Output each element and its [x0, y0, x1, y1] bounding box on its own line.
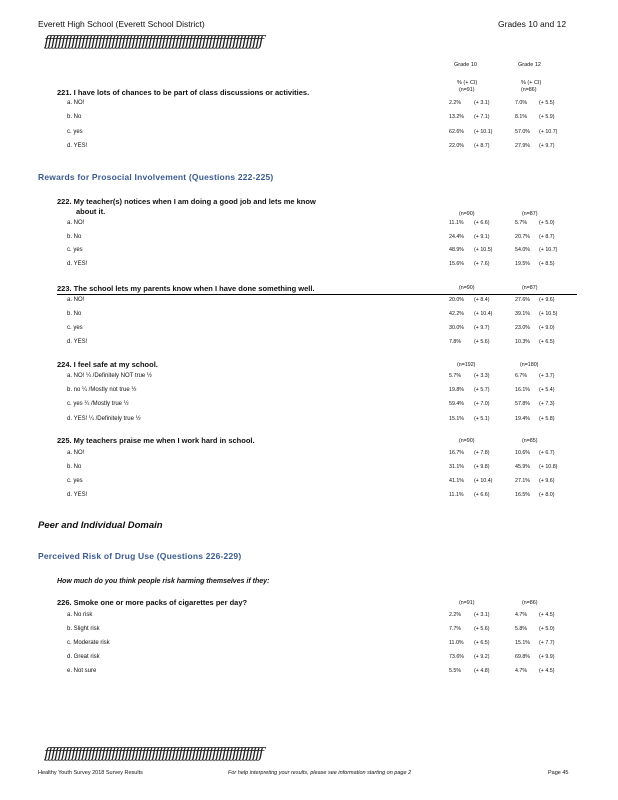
q222-title: 222. My teacher(s) notices when I am doing a good job and lets me know: [57, 197, 316, 206]
q224-grade12-ci: (+ 5.8): [539, 415, 555, 422]
q221-grade10-percent: 22.0%: [449, 142, 465, 149]
q221-grade10-percent: 13.2%: [449, 114, 465, 121]
q226-grade12-percent: 69.8%: [515, 654, 531, 660]
q223-n12: (n=87): [522, 285, 538, 291]
q223-grade12-ci: (+ 10.5): [539, 311, 558, 317]
q223-grade12-percent: 27.6%: [515, 297, 531, 303]
q224-grade12-percent: 6.7%: [515, 373, 528, 379]
q224-option-label: c. yes ¼ /Mostly true ½: [67, 401, 129, 408]
q225-grade12-percent: 10.6%: [515, 450, 531, 456]
q224-grade10-percent: 59.4%: [449, 401, 465, 408]
q222-grade10-percent: 15.6%: [449, 261, 465, 268]
q225-grade12-ci: (+ 10.8): [539, 464, 558, 470]
q225-n10: (n=90): [459, 438, 475, 444]
q226-grade12-ci: (+ 9.9): [539, 654, 555, 660]
q226-n10: (n=91): [459, 600, 475, 606]
q225-grade10-percent: 11.1%: [449, 492, 464, 498]
q224-grade12-ci: (+ 7.3): [539, 401, 555, 408]
q221-grade12-ci: (+ 5.5): [539, 100, 555, 106]
q222-grade10-percent: 24.4%: [449, 233, 465, 240]
q225-grade12-ci: (+ 9.6): [539, 478, 555, 484]
grade12-heading: Grade 12: [518, 62, 541, 68]
q223-grade10-percent: 20.0%: [449, 297, 465, 303]
q223-grade10-ci: (+ 8.4): [474, 297, 490, 303]
q222-n12: (n=87): [522, 211, 538, 217]
q223-n10: (n=90): [459, 285, 475, 291]
q224-grade12-ci: (+ 3.7): [539, 373, 555, 379]
q221-grade12-ci: (+ 10.7): [539, 128, 558, 135]
q222-option-label: c. yes: [67, 247, 83, 254]
q221-grade12-percent: 7.0%: [515, 100, 528, 106]
q222-grade12-ci: (+ 10.7): [539, 247, 558, 254]
q225-grade10-percent: 41.1%: [449, 478, 465, 484]
q225-grade12-ci: (+ 8.0): [539, 492, 555, 498]
q223-grade12-ci: (+ 6.5): [539, 339, 555, 345]
q226-grade12-ci: (+ 4.5): [539, 612, 555, 618]
q223-option-label: b. No: [67, 311, 82, 317]
q225-grade10-ci: (+ 6.6): [474, 492, 490, 498]
q222-grade10-percent: 48.9%: [449, 247, 465, 254]
q224-option-label: a. NO! ¼ /Definitely NOT true ½: [67, 373, 152, 379]
q221-n10: (n=91): [459, 87, 475, 93]
q223-grade10-ci: (+ 10.4): [474, 311, 493, 317]
q223-grade12-percent: 39.1%: [515, 311, 531, 317]
q221-grade12-percent: 57.0%: [515, 128, 531, 135]
q222-option-label: b. No: [67, 233, 82, 240]
q221-grade10-percent: 2.2%: [449, 100, 462, 106]
q221-grade10-ci: (+ 8.7): [474, 142, 490, 149]
school-name: Everett High School (Everett School District): [38, 19, 205, 29]
q226-grade10-ci: (+ 9.2): [474, 654, 490, 660]
q221-option-label: c. yes: [67, 128, 83, 135]
q223-grade10-percent: 7.8%: [449, 339, 462, 345]
q225-grade10-ci: (+ 10.4): [474, 478, 493, 484]
footer-help-link[interactable]: For help interpreting your results, please see information starting on page 2: [228, 770, 412, 776]
footer-report-title: Healthy Youth Survey 2018 Survey Results: [38, 770, 143, 776]
q225-grade12-ci: (+ 6.7): [539, 450, 555, 456]
q224-grade12-ci: (+ 5.4): [539, 387, 555, 394]
q224-grade12-percent: 16.1%: [515, 387, 531, 394]
q224-grade10-percent: 5.7%: [449, 373, 462, 379]
q225-grade10-percent: 31.1%: [449, 464, 465, 470]
q223-grade12-percent: 10.3%: [515, 339, 531, 345]
q224-n10: (n=192): [457, 362, 476, 368]
q226-grade10-ci: (+ 3.1): [474, 612, 490, 618]
q224-option-label: b. no ¼ /Mostly not true ½: [67, 387, 137, 394]
domain-heading: Peer and Individual Domain: [38, 520, 163, 531]
q226-grade10-percent: 2.2%: [449, 612, 462, 618]
section-rewards-heading: Rewards for Prosocial Involvement (Questions 222-225): [38, 172, 274, 182]
grade10-heading: Grade 10: [454, 62, 477, 68]
q226-grade10-ci: (+ 4.8): [474, 668, 490, 674]
q226-grade10-ci: (+ 6.5): [474, 640, 490, 646]
q221-grade10-ci: (+ 10.1): [474, 128, 493, 135]
q222-grade12-percent: 20.7%: [515, 233, 531, 240]
q226-n12: (n=86): [522, 600, 538, 606]
q225-option-label: c. yes: [67, 478, 83, 484]
q224-grade10-percent: 19.8%: [449, 387, 465, 394]
q221-grade12-ci: (+ 5.9): [539, 114, 555, 121]
q222-grade10-ci: (+ 9.1): [474, 233, 490, 240]
q224-n12: (n=180): [520, 362, 539, 368]
q226-option-label: c. Moderate risk: [67, 640, 110, 646]
q221-option-label: d. YES!: [67, 142, 88, 149]
q226-grade10-percent: 73.6%: [449, 654, 465, 660]
q225-option-label: d. YES!: [67, 492, 88, 498]
q226-grade10-ci: (+ 5.6): [474, 626, 490, 632]
q224-grade10-ci: (+ 3.3): [474, 373, 490, 379]
q222-grade10-ci: (+ 6.6): [474, 220, 490, 226]
q224-option-label: d. YES! ¼ /Definitely true ½: [67, 415, 141, 422]
q222-grade12-ci: (+ 8.5): [539, 261, 555, 268]
q226-grade12-percent: 5.8%: [515, 626, 528, 632]
q222-grade10-percent: 11.1%: [449, 220, 464, 226]
header-divider: ƒƒƒƒƒƒƒƒƒƒƒƒƒƒƒƒƒƒƒƒƒƒƒƒƒƒƒƒƒƒƒƒƒƒƒƒƒƒƒƒƒƒƒƒƒƒƒƒƒƒƒƒƒƒƒƒƒƒƒƒƒƒƒƒƒ: [44, 34, 262, 49]
footer-divider: ƒƒƒƒƒƒƒƒƒƒƒƒƒƒƒƒƒƒƒƒƒƒƒƒƒƒƒƒƒƒƒƒƒƒƒƒƒƒƒƒƒƒƒƒƒƒƒƒƒƒƒƒƒƒƒƒƒƒƒƒƒƒƒƒƒ: [44, 746, 262, 761]
q226-grade10-percent: 11.0%: [449, 640, 464, 646]
q222-option-label: a. NO!: [67, 220, 85, 226]
grade10-ci-heading: % (+ CI): [457, 80, 478, 86]
q226-grade12-percent: 4.7%: [515, 668, 528, 674]
q223-option-label: c. yes: [67, 325, 83, 331]
q221-grade12-percent: 27.9%: [515, 142, 531, 149]
q223-rule: [57, 294, 577, 295]
q221-title: 221. I have lots of chances to be part of class discussions or activities.: [57, 88, 310, 97]
q225-grade12-percent: 16.5%: [515, 492, 531, 498]
q221-grade10-ci: (+ 3.1): [474, 100, 490, 106]
q225-n12: (n=85): [522, 438, 538, 444]
q224-grade12-percent: 57.8%: [515, 401, 531, 408]
q226-option-label: a. No risk: [67, 612, 93, 618]
q223-grade12-ci: (+ 9.0): [539, 325, 555, 331]
q224-grade10-ci: (+ 7.0): [474, 401, 490, 408]
q224-grade10-ci: (+ 5.7): [474, 387, 490, 394]
q225-grade12-percent: 27.1%: [515, 478, 531, 484]
q222-option-label: d. YES!: [67, 261, 88, 268]
q221-grade12-ci: (+ 9.7): [539, 142, 555, 149]
q226-grade12-ci: (+ 7.7): [539, 640, 555, 646]
q221-grade10-ci: (+ 7.1): [474, 114, 490, 121]
q222-grade10-ci: (+ 10.5): [474, 247, 493, 254]
q225-option-label: a. NO!: [67, 450, 85, 456]
q222-title-cont: about it.: [76, 207, 106, 216]
q222-grade12-ci: (+ 8.7): [539, 233, 555, 240]
footer-page-number: Page 45: [548, 770, 569, 776]
q223-grade12-percent: 23.0%: [515, 325, 531, 331]
q225-grade10-percent: 16.7%: [449, 450, 465, 456]
q223-grade10-percent: 42.2%: [449, 311, 465, 317]
q226-grade10-percent: 7.7%: [449, 626, 462, 632]
q223-grade10-ci: (+ 5.6): [474, 339, 490, 345]
q222-grade12-percent: 19.5%: [515, 261, 531, 268]
q226-option-label: b. Slight risk: [67, 626, 100, 632]
q223-grade10-ci: (+ 9.7): [474, 325, 490, 331]
grade12-ci-heading: % (+ CI): [521, 80, 542, 86]
q221-grade12-percent: 8.1%: [515, 114, 528, 121]
q221-option-label: b. No: [67, 114, 82, 121]
q223-title: 223. The school lets my parents know when I have done something well.: [57, 284, 315, 293]
section-risk-heading: Perceived Risk of Drug Use (Questions 226-229): [38, 551, 242, 561]
q221-option-label: a. NO!: [67, 100, 85, 106]
q226-title: 226. Smoke one or more packs of cigarettes per day?: [57, 598, 248, 607]
q225-grade10-ci: (+ 7.8): [474, 450, 490, 456]
q225-grade12-percent: 45.9%: [515, 464, 531, 470]
q226-intro: How much do you think people risk harming themselves if they:: [57, 578, 270, 585]
q224-title: 224. I feel safe at my school.: [57, 360, 158, 369]
q222-grade12-ci: (+ 5.0): [539, 220, 555, 226]
q222-grade12-percent: 54.0%: [515, 247, 531, 254]
q223-option-label: d. YES!: [67, 339, 88, 345]
q225-grade10-ci: (+ 9.8): [474, 464, 490, 470]
q225-option-label: b. No: [67, 464, 82, 470]
q223-grade12-ci: (+ 9.6): [539, 297, 555, 303]
q224-grade12-percent: 19.4%: [515, 415, 531, 422]
q226-grade12-percent: 15.1%: [515, 640, 531, 646]
q226-option-label: d. Great risk: [67, 654, 100, 660]
q221-grade10-percent: 62.6%: [449, 128, 465, 135]
grades-label: Grades 10 and 12: [498, 19, 567, 29]
q226-grade12-ci: (+ 4.5): [539, 668, 555, 674]
q226-grade12-percent: 4.7%: [515, 612, 528, 618]
q223-grade10-percent: 30.0%: [449, 325, 465, 331]
q223-option-label: a. NO!: [67, 297, 85, 303]
q224-grade10-ci: (+ 5.1): [474, 415, 490, 422]
q226-grade12-ci: (+ 5.0): [539, 626, 555, 632]
q222-grade12-percent: 5.7%: [515, 220, 528, 226]
q222-n10: (n=90): [459, 211, 475, 217]
q226-option-label: e. Not sure: [67, 668, 97, 674]
q221-n12: (n=86): [521, 87, 537, 93]
q225-title: 225. My teachers praise me when I work hard in school.: [57, 436, 255, 445]
q224-grade10-percent: 15.1%: [449, 415, 465, 422]
q222-grade10-ci: (+ 7.6): [474, 261, 490, 268]
q226-grade10-percent: 5.5%: [449, 668, 462, 674]
